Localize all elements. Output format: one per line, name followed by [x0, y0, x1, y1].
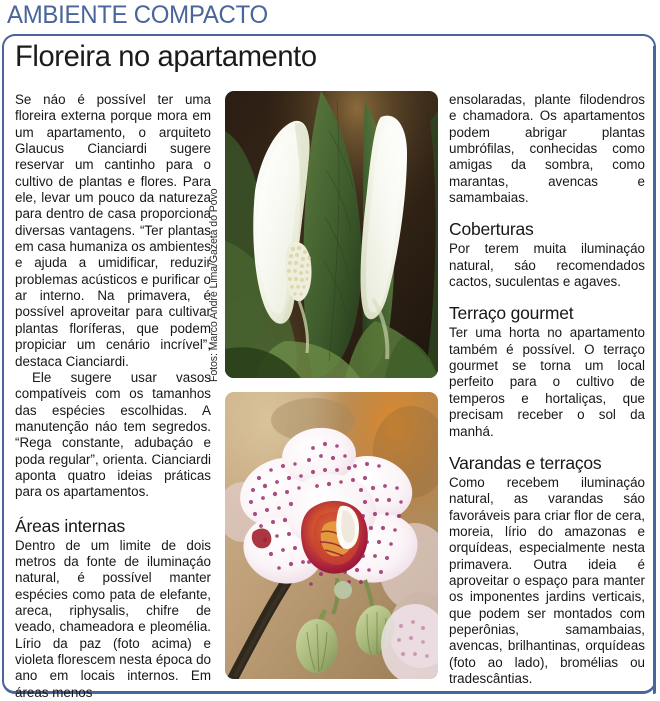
paragraph: Por terem muita iluminaçáo natural, sáo recomendados cactos, suculentas e agaves. — [449, 241, 645, 290]
page-title: Floreira no apartamento — [15, 40, 317, 73]
right-text-column — [449, 92, 645, 687]
left-text-column — [15, 92, 211, 701]
paragraph: Como recebem iluminaçáo natural, as varandas sáo favoráveis para criar flor de cera, moreia, lírio do amazonas e orquídeas, especialmente nesta primavera. Outra ideia é aproveitar o espaço para manter os imponentes jardins verticais, que podem ser montados com peperônias, samambaias, avencas, brilhantinas, orquídeas (foto ao lado), bromélias ou tradescântias. — [449, 474, 645, 686]
peace-lily-photo — [225, 91, 438, 378]
photo-credit — [208, 0, 220, 382]
subheading-varandas-e-terracos: Varandas e terraços — [449, 452, 602, 473]
subheading-terraco-gourmet: Terraço gourmet — [449, 303, 574, 324]
peace-lily-illustration — [225, 91, 438, 378]
paragraph: ensolaradas, plante filodendros e chamadora. Os apartamentos podem abrigar plantas umbrófilas, conhecidas como amigas da sombra, como marantas, avencas e samambaias. — [449, 92, 645, 206]
section-kicker: AMBIENTE COMPACTO — [7, 1, 268, 29]
orchid-photo — [225, 392, 438, 679]
paragraph: Ele sugere usar vasos compatíveis com os tamanhos das espécies escolhidas. A manutenção náo tem segredos. “Rega constante, adubaçáo e poda regular”, orienta. Cianciardi aponta quatro ideias práticas para os apartamentos. — [15, 369, 211, 500]
photo-credit-text: Fotos: Marco André Lima/Gazeta do Povo — [208, 188, 220, 382]
orchid-illustration — [225, 392, 438, 679]
paragraph: Se náo é possível ter uma floreira externa porque mora em um apartamento, o arquiteto Glaucus Cianciardi sugere reservar um cantinho para o cultivo de plantas e flores. Para ele, levar um pouco da natureza para dentro de casa proporciona diversas vantagens. “Ter plantas em casa humaniza os ambientes e ajuda a umidificar, reduzir problemas acústicos e purificar o ar interno. Na primavera, é possível aproveitar para cultivar plantas floríferas, que podem propiciar um cenário incrível”, destaca Cianciardi. — [15, 92, 211, 369]
paragraph: Dentro de um limite de dois metros da fonte de iluminaçáo natural, é possível manter espécies como pata de elefante, areca, riphysalis, chifre de veado, chameadora e pleomélia. Lírio da paz (foto acima) e violeta florescem nesta época do ano em locais internos. Em áreas menos — [15, 537, 211, 700]
subheading-coberturas: Coberturas — [449, 219, 534, 240]
subheading-areas-internas: Áreas internas — [15, 515, 126, 536]
paragraph: Ter uma horta no apartamento também é possível. O terraço gourmet se torna um local perfeito para o cultivo de temperos e hortaliças, que precisam receber o sol da manhá. — [449, 325, 645, 439]
